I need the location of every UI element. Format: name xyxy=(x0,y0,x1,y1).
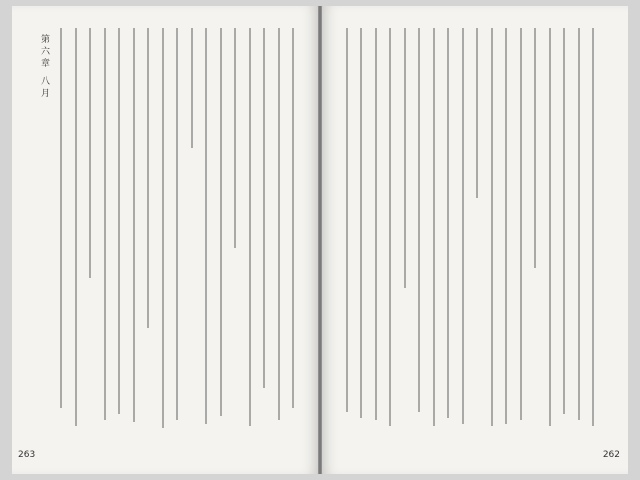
text-line xyxy=(418,28,420,412)
text-line xyxy=(104,28,106,420)
text-line xyxy=(447,28,449,418)
right-page xyxy=(322,6,628,474)
text-line xyxy=(191,28,193,148)
text-line xyxy=(534,28,536,268)
text-line xyxy=(346,28,348,412)
left-page-number: 263 xyxy=(18,450,36,460)
text-line xyxy=(375,28,377,420)
text-line xyxy=(278,28,280,420)
running-head: 第六章 八月 xyxy=(39,34,49,100)
text-line xyxy=(249,28,251,426)
text-line xyxy=(147,28,149,328)
text-line xyxy=(89,28,91,278)
left-page xyxy=(12,6,318,474)
text-line xyxy=(491,28,493,426)
text-line xyxy=(462,28,464,424)
text-line xyxy=(75,28,77,426)
text-line xyxy=(360,28,362,418)
right-page-text-block xyxy=(336,28,598,428)
text-line xyxy=(592,28,594,426)
text-line xyxy=(389,28,391,426)
text-line xyxy=(263,28,265,388)
text-line xyxy=(505,28,507,424)
text-line xyxy=(433,28,435,426)
text-line xyxy=(292,28,294,408)
text-line xyxy=(205,28,207,424)
text-line xyxy=(133,28,135,422)
text-line xyxy=(118,28,120,414)
left-page-text-block xyxy=(50,28,298,428)
text-line xyxy=(60,28,62,408)
text-line xyxy=(520,28,522,420)
text-line xyxy=(220,28,222,416)
right-page-number: 262 xyxy=(602,450,620,460)
text-line xyxy=(234,28,236,248)
text-line xyxy=(404,28,406,288)
text-line xyxy=(476,28,478,198)
text-line xyxy=(162,28,164,428)
text-line xyxy=(563,28,565,414)
text-line xyxy=(578,28,580,420)
text-line xyxy=(549,28,551,426)
text-line xyxy=(176,28,178,420)
